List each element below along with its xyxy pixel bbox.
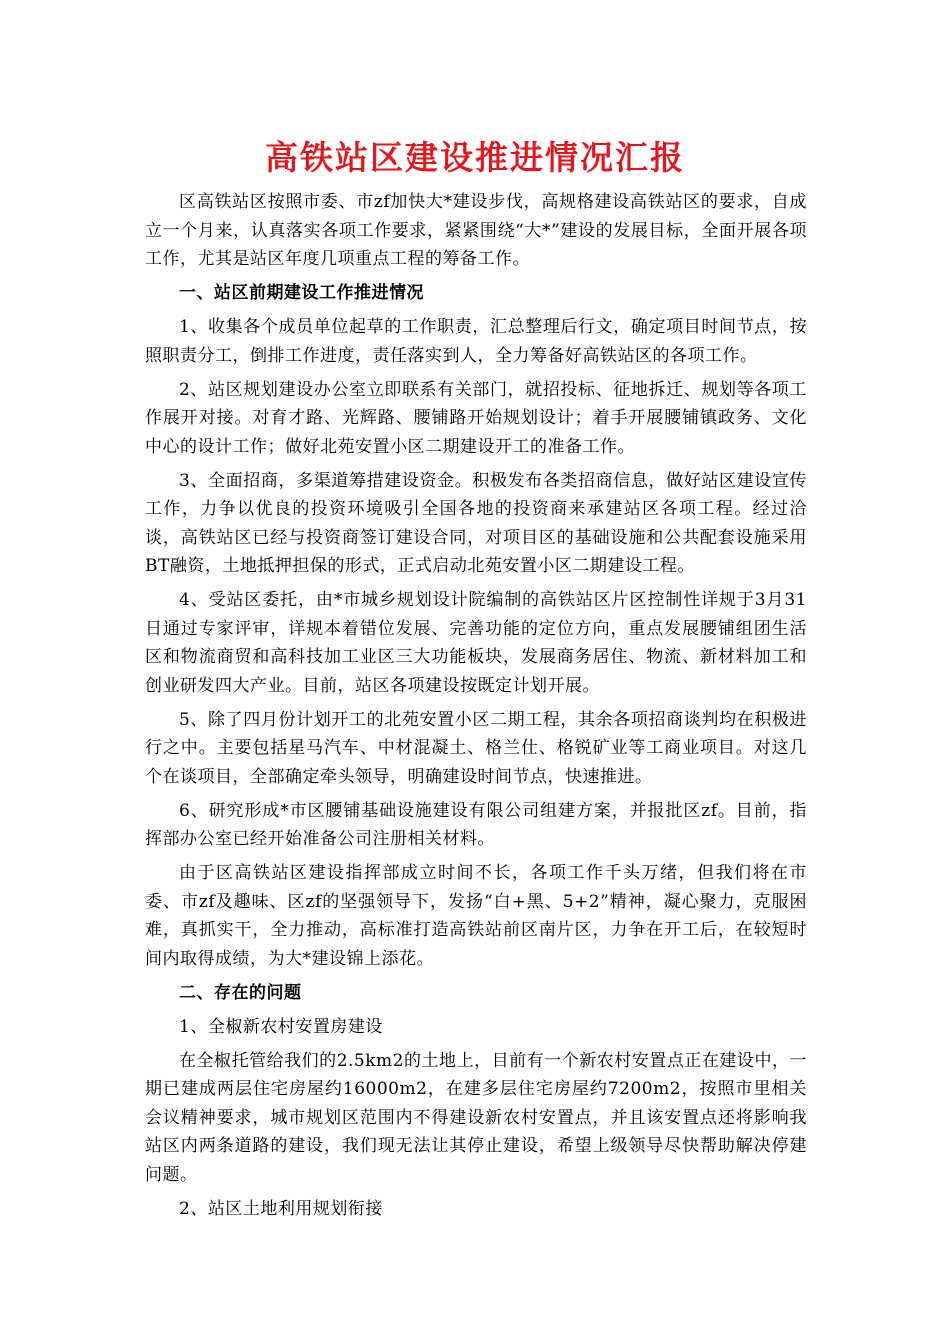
document-title: 高铁站区建设推进情况汇报 xyxy=(265,138,685,177)
section-1-paragraph: 4、受站区委托，由*市城乡规划设计院编制的高铁站区片区控制性详规于3月31日通过专家评审，详规本着错位发展、完善功能的定位方向，重点发展腰铺组团生活区和物流商贸和高科技加工业区三大功能板块，发展商务居住、物流、新材料加工和创业研发四大产业。目前，站区各项建设按既定计划开展。 xyxy=(145,590,807,696)
section-2-heading: 二、存在的问题 xyxy=(179,982,302,1003)
document-body xyxy=(145,188,807,1229)
intro-paragraph: 区高铁站区按照市委、市zf加快大*建设步伐，高规格建设高铁站区的要求，自成立一个月来，认真落实各项工作要求，紧紧围绕“大*”建设的发展目标，全面开展各项工作，尤其是站区年度几项重点工程的筹备工作。 xyxy=(145,192,807,269)
section-2-item-2-title: 2、站区土地利用规划衔接 xyxy=(179,1198,383,1219)
section-1-summary-paragraph: 由于区高铁站区建设指挥部成立时间不长，各项工作千头万绪，但我们将在市委、市zf及趣味、区zf的坚强领导下，发扬“白+黑、5+2”精神，凝心聚力，克服困难，真抓实干，全力推动，高标准打造高铁站前区南片区，力争在开工后，在较短时间内取得成绩，为大*建设锦上添花。 xyxy=(145,863,807,969)
section-1-paragraph: 2、站区规划建设办公室立即联系有关部门，就招投标、征地拆迁、规划等各项工作展开对接。对育才路、光辉路、腰铺路开始规划设计；着手开展腰铺镇政务、文化中心的设计工作；做好北苑安置小区二期建设开工的准备工作。 xyxy=(145,379,807,457)
section-2-item-1-text: 在全椒托管给我们的2.5km2的土地上，目前有一个新农村安置点正在建设中，一期已建成两层住宅房屋约16000m2，在建多层住宅房屋约7200m2，按照市里相关会议精神要求，城市规划区范围内不得建设新农村安置点，并且该安置点还将影响我站区内两条道路的建设，我们现无法让其停止建设，希望上级领导尽快帮助解决停建问题。 xyxy=(145,1050,807,1185)
section-1-paragraph: 5、除了四月份计划开工的北苑安置小区二期工程，其余各项招商谈判均在积极进行之中。主要包括星马汽车、中材混凝土、格兰仕、格锐矿业等工商业项目。对这几个在谈项目，全部确定牵头领导，明确建设时间节点，快速推进。 xyxy=(145,709,807,787)
section-1-paragraph: 6、研究形成*市区腰铺基础设施建设有限公司组建方案，并报批区zf。目前，指挥部办公室已经开始准备公司注册相关材料。 xyxy=(145,800,807,849)
section-1-paragraph: 1、收集各个成员单位起草的工作职责，汇总整理后行文，确定项目时间节点，按照职责分工，倒排工作进度，责任落实到人，全力筹备好高铁站区的各项工作。 xyxy=(145,317,807,366)
section-2-item-1-title: 1、全椒新农村安置房建设 xyxy=(179,1016,383,1037)
section-1-heading: 一、站区前期建设工作推进情况 xyxy=(179,283,424,303)
section-1-paragraph: 3、全面招商，多渠道筹措建设资金。积极发布各类招商信息，做好站区建设宣传工作，力争以优良的投资环境吸引全国各地的投资商来承建站区各项工程。经过洽谈，高铁站区已经与投资商签订建设合同，对项目区的基础设施和公共配套设施采用BT融资，土地抵押担保的形式，正式启动北苑安置小区二期建设工程。 xyxy=(145,470,807,576)
